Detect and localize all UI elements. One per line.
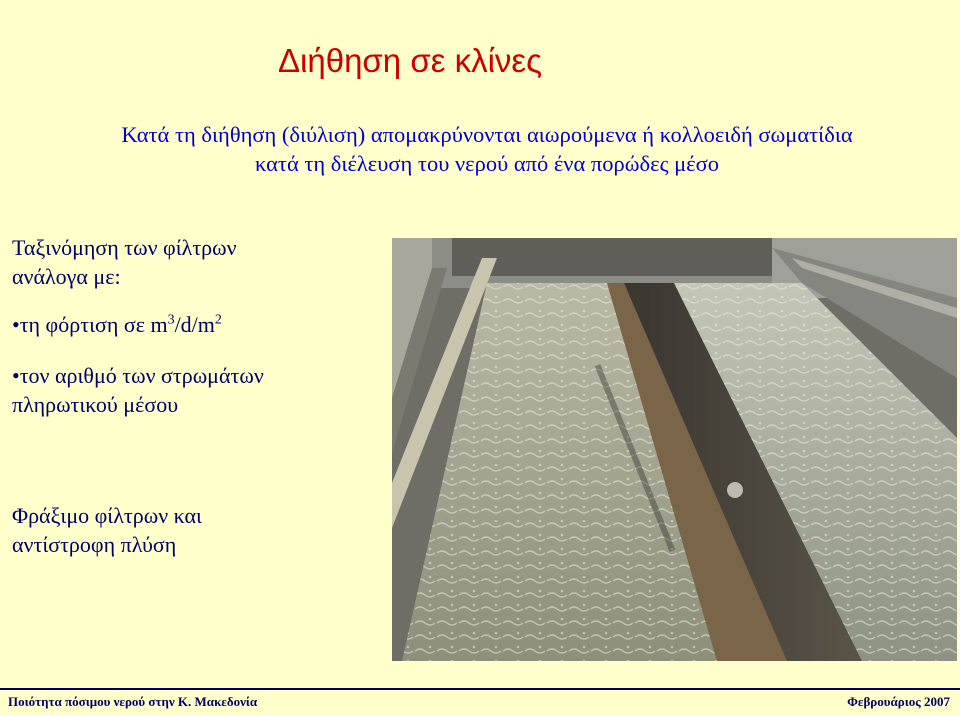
footer-left-text: Ποιότητα πόσιμου νερού στην Κ. Μακεδονία: [8, 694, 258, 709]
bullet-loading-prefix: •τη φόρτιση σε m: [12, 312, 168, 337]
filter-beds-photo: [392, 238, 957, 661]
clogging-line-2: αντίστροφη πλύση: [12, 532, 177, 557]
classification-heading: [12, 233, 237, 291]
classification-line-1: Ταξινόμηση των φίλτρων: [12, 235, 237, 260]
filter-beds-illustration: [392, 238, 957, 661]
clogging-line-1: Φράξιμο φίλτρων και: [12, 503, 202, 528]
bullet-layers: [12, 361, 264, 419]
footer-divider: [0, 688, 960, 690]
footer-date: Φεβρουάριος 2007: [847, 694, 950, 709]
bullet-loading: [12, 310, 222, 339]
classification-line-2: ανάλογα με:: [12, 264, 121, 289]
clogging-text: [12, 501, 202, 559]
intro-text: [22, 120, 952, 178]
slide-title: Διήθηση σε κλίνες: [278, 42, 543, 79]
bullet-layers-line-2: πληρωτικού μέσου: [12, 392, 179, 417]
bullet-loading-sup-2: 2: [214, 312, 222, 328]
bullet-layers-line-1: •τον αριθμό των στρωμάτων: [12, 363, 264, 388]
bullet-loading-mid: /d/m: [174, 312, 215, 337]
intro-line-2: κατά τη διέλευση του νερού από ένα πορώδες μέσο: [254, 151, 720, 176]
intro-line-1: Κατά τη διήθηση (διύλιση) απομακρύνονται αιωρούμενα ή κολλοειδή σωματίδια: [121, 122, 853, 147]
bullet-loading-sup-1: 3: [167, 312, 175, 328]
